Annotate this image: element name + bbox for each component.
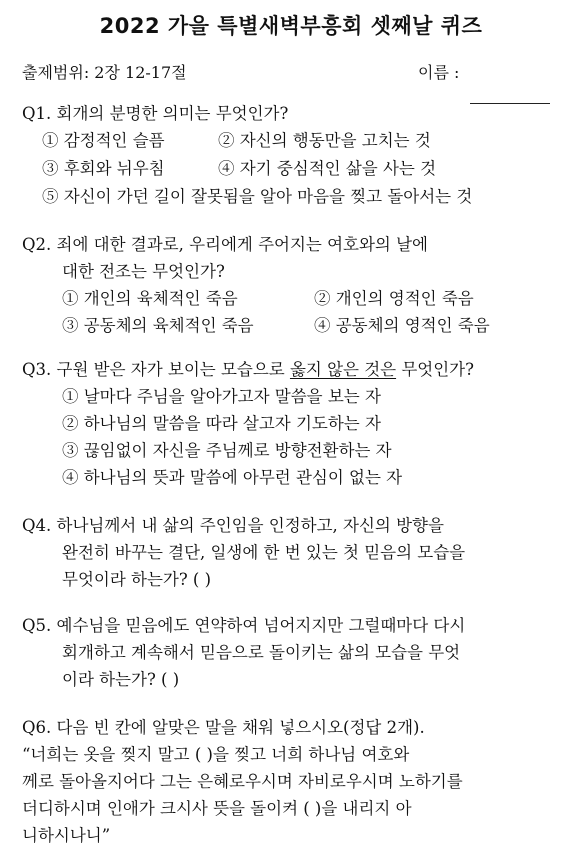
exam-range: 출제범위: 2장 12-17절: [22, 63, 187, 82]
q3-option-1: ① 날마다 주님을 알아가고자 말씀을 보는 자: [62, 387, 381, 406]
q3-option-2: ② 하나님의 말씀을 따라 살고자 기도하는 자: [62, 414, 381, 433]
q1-option-3: ③ 후회와 뉘우침: [42, 159, 165, 178]
q2-option-1: ① 개인의 육체적인 죽음: [62, 289, 238, 308]
q1-option-2: ② 자신의 행동만을 고치는 것: [218, 131, 431, 150]
q1-option-5: ⑤ 자신이 가던 길이 잘못됨을 알아 마음을 찢고 돌아서는 것: [42, 187, 473, 206]
q1-option-4: ④ 자기 중심적인 삶을 사는 것: [218, 159, 437, 178]
q2-option-3: ③ 공동체의 육체적인 죽음: [62, 316, 254, 335]
q5-question-line3: 이라 하는가? ( ): [62, 670, 180, 689]
q6-quote-line3: 더디하시며 인애가 크시사 뜻을 돌이켜 ( )을 내리지 아: [22, 799, 412, 818]
name-label: 이름 :: [418, 63, 460, 82]
q1-option-1: ① 감정적인 슬픔: [42, 131, 165, 150]
q3-question-emphasis: 옳지 않은 것은: [289, 360, 397, 379]
name-underline: [470, 103, 550, 104]
q6-quote-line2: 께로 돌아올지어다 그는 은혜로우시며 자비로우시며 노하기를: [22, 772, 463, 791]
q4-question-line3: 무엇이라 하는가? ( ): [62, 570, 212, 589]
page-title: 2022 가을 특별새벽부흥회 셋째날 퀴즈: [99, 14, 483, 38]
q3-option-4: ④ 하나님의 뜻과 말씀에 아무런 관심이 없는 자: [62, 468, 403, 487]
q6-question-line1: Q6. 다음 빈 칸에 알맞은 말을 채워 넣으시오(정답 2개).: [22, 718, 425, 737]
q3-option-3: ③ 끊임없이 자신을 주님께로 방향전환하는 자: [62, 441, 392, 460]
q1-question: Q1. 회개의 분명한 의미는 무엇인가?: [22, 104, 289, 123]
q6-quote-line4: 니하시나니”: [22, 826, 111, 845]
q2-question-line1: Q2. 죄에 대한 결과로, 우리에게 주어지는 여호와의 날에: [22, 235, 428, 254]
q2-option-4: ④ 공동체의 영적인 죽음: [314, 316, 490, 335]
q6-quote-line1: “너희는 옷을 찢지 말고 ( )을 찢고 너희 하나님 여호와: [22, 745, 410, 764]
q3-question-post: 무엇인가?: [396, 360, 474, 379]
q4-question-line1: Q4. 하나님께서 내 삶의 주인임을 인정하고, 자신의 방향을: [22, 516, 444, 535]
q3-question-pre: Q3. 구원 받은 자가 보이는 모습으로: [22, 360, 290, 379]
q4-question-line2: 완전히 바꾸는 결단, 일생에 한 번 있는 첫 믿음의 모습을: [62, 543, 466, 562]
q5-question-line2: 회개하고 계속해서 믿음으로 돌이키는 삶의 모습을 무엇: [62, 643, 461, 662]
q2-option-2: ② 개인의 영적인 죽음: [314, 289, 474, 308]
q3-question: [22, 356, 474, 380]
q2-question-line2: 대한 전조는 무엇인가?: [62, 262, 225, 281]
q5-question-line1: Q5. 예수님을 믿음에도 연약하여 넘어지지만 그럴때마다 다시: [22, 616, 466, 635]
